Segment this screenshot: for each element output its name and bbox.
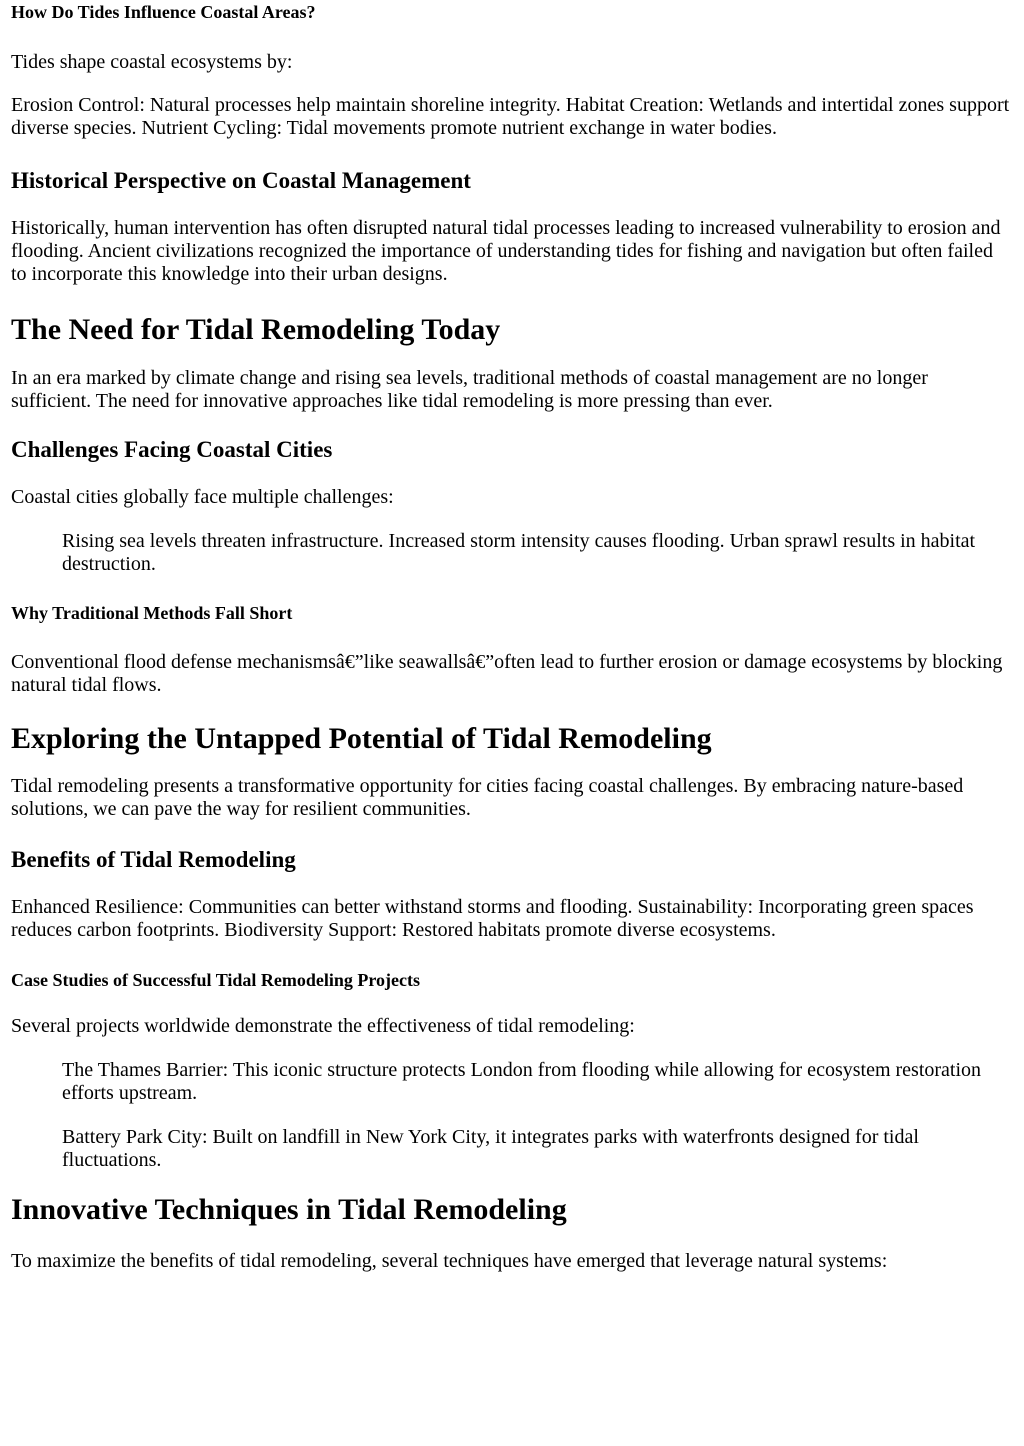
- heading-tides-influence: How Do Tides Influence Coastal Areas?: [11, 2, 316, 22]
- paragraph-potential: Tidal remodeling presents a transformative opportunity for cities facing coastal challenges. By embracing nature-based solutions, we can pave the way for resilient communities.: [11, 775, 964, 820]
- paragraph-traditional: Conventional flood defense mechanismsâ€”like seawallsâ€”often lead to further erosion or damage ecosystems by blocking natural tidal flows.: [11, 651, 1003, 696]
- blockquote-challenges: Rising sea levels threaten infrastructure. Increased storm intensity causes flooding. Urban sprawl results in habitat destruction.: [62, 530, 976, 575]
- paragraph-historical: Historically, human intervention has often disrupted natural tidal processes leading to increased vulnerability to erosion and flooding. Ancient civilizations recognized the importance of understanding tides for fishing and navigation but often failed to incorporate this knowledge into their urban designs.: [11, 217, 1001, 285]
- paragraph-challenges-intro: Coastal cities globally face multiple challenges:: [11, 486, 394, 508]
- paragraph-tides-list: Erosion Control: Natural processes help maintain shoreline integrity. Habitat Creation: Wetlands and intertidal zones support diverse species. Nutrient Cycling: Tidal movements promote nutrient exchange in water bodies.: [11, 94, 1010, 139]
- blockquote-battery-park: Battery Park City: Built on landfill in New York City, it integrates parks with waterfronts designed for tidal fluctuations.: [62, 1126, 919, 1171]
- paragraph-case-studies-intro: Several projects worldwide demonstrate the effectiveness of tidal remodeling:: [11, 1015, 635, 1037]
- heading-case-studies: Case Studies of Successful Tidal Remodeling Projects: [11, 970, 421, 990]
- heading-need-for-tidal-remodeling: The Need for Tidal Remodeling Today: [11, 313, 501, 346]
- paragraph-techniques-intro: To maximize the benefits of tidal remodeling, several techniques have emerged that leverage natural systems:: [11, 1250, 888, 1272]
- paragraph-benefits: Enhanced Resilience: Communities can better withstand storms and flooding. Sustainability: Incorporating green spaces reduces carbon footprints. Biodiversity Support: Restored habitats promote diverse ecosystems.: [11, 896, 974, 941]
- heading-traditional-methods: Why Traditional Methods Fall Short: [11, 603, 293, 623]
- paragraph-need: In an era marked by climate change and rising sea levels, traditional methods of coastal management are no longer sufficient. The need for innovative approaches like tidal remodeling is more pressing than ever.: [11, 367, 928, 412]
- heading-untapped-potential: Exploring the Untapped Potential of Tidal Remodeling: [11, 722, 712, 755]
- heading-innovative-techniques: Innovative Techniques in Tidal Remodeling: [11, 1193, 567, 1226]
- heading-benefits: Benefits of Tidal Remodeling: [11, 847, 296, 872]
- paragraph-tides-intro: Tides shape coastal ecosystems by:: [11, 51, 293, 73]
- heading-historical-perspective: Historical Perspective on Coastal Management: [11, 168, 471, 193]
- heading-challenges: Challenges Facing Coastal Cities: [11, 437, 333, 462]
- blockquote-thames-barrier: The Thames Barrier: This iconic structure protects London from flooding while allowing for ecosystem restoration efforts upstream.: [62, 1059, 982, 1104]
